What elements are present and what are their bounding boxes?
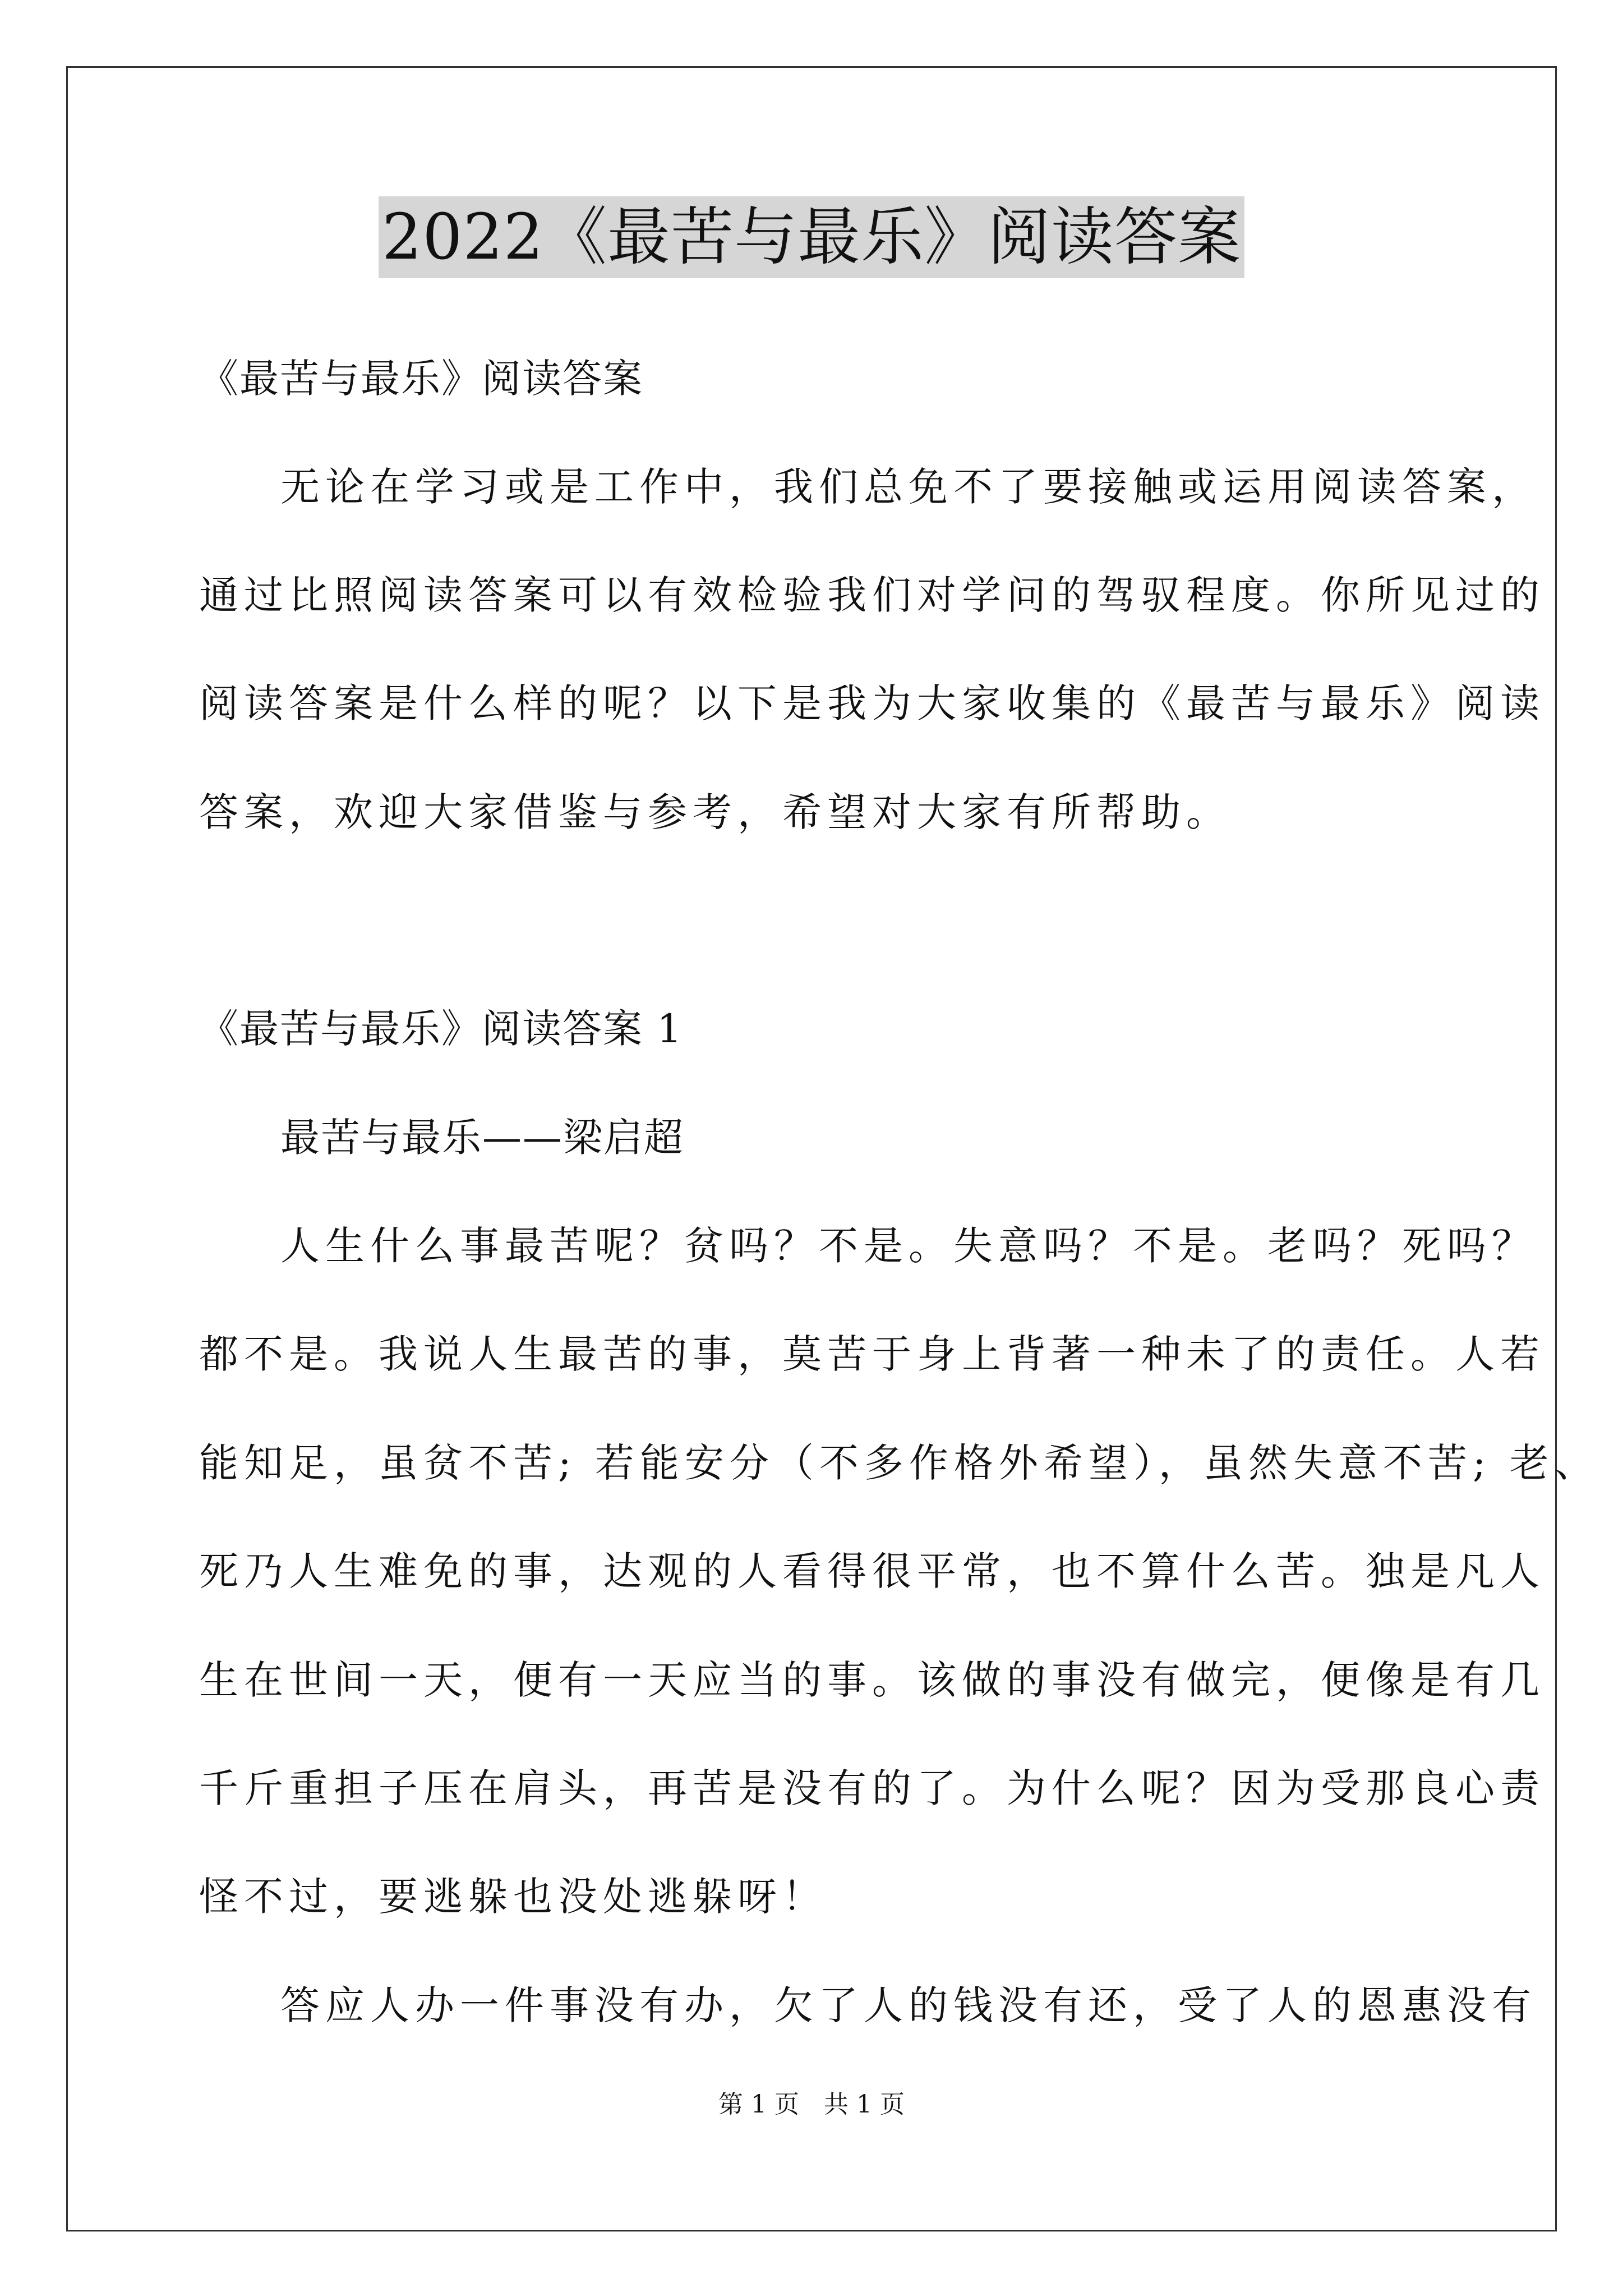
body-line-3: 能知足，虽贫不苦; 若能安分（不多作格外希望），虽然失意不苦; 老、 — [199, 1440, 1599, 1486]
body-line-2: 都不是。我说人生最苦的事，莫苦于身上背著一种未了的责任。人若 — [199, 1331, 1545, 1377]
title-container — [0, 196, 1623, 278]
body-line-1: 人生什么事最苦呢？贫吗？不是。失意吗？不是。老吗？死吗？ — [280, 1223, 1537, 1269]
body-line-4: 死乃人生难免的事，达观的人看得很平常，也不算什么苦。独是凡人 — [199, 1548, 1545, 1594]
section-1-heading: 《最苦与最乐》阅读答案 1 — [199, 1006, 683, 1052]
article-title-line: 最苦与最乐——梁启超 — [280, 1115, 684, 1161]
body-line-8: 答应人办一件事没有办，欠了人的钱没有还，受了人的恩惠没有 — [280, 1982, 1537, 2028]
document-title: 2022《最苦与最乐》阅读答案 — [379, 196, 1244, 278]
body-line-7: 怪不过，要逃躲也没处逃躲呀！ — [199, 1874, 827, 1920]
intro-line-1: 无论在学习或是工作中，我们总免不了要接触或运用阅读答案， — [280, 464, 1537, 510]
intro-line-3: 阅读答案是什么样的呢？以下是我为大家收集的《最苦与最乐》阅读 — [199, 680, 1545, 726]
body-line-5: 生在世间一天，便有一天应当的事。该做的事没有做完，便像是有几 — [199, 1657, 1545, 1703]
body-line-6: 千斤重担子压在肩头，再苦是没有的了。为什么呢？因为受那良心责 — [199, 1765, 1545, 1811]
intro-line-4: 答案，欢迎大家借鉴与参考，希望对大家有所帮助。 — [199, 789, 1231, 835]
intro-heading: 《最苦与最乐》阅读答案 — [199, 356, 643, 402]
page-number-footer: 第 1 页 共 1 页 — [718, 2090, 905, 2119]
intro-line-2: 通过比照阅读答案可以有效检验我们对学问的驾驭程度。你所见过的 — [199, 572, 1545, 618]
